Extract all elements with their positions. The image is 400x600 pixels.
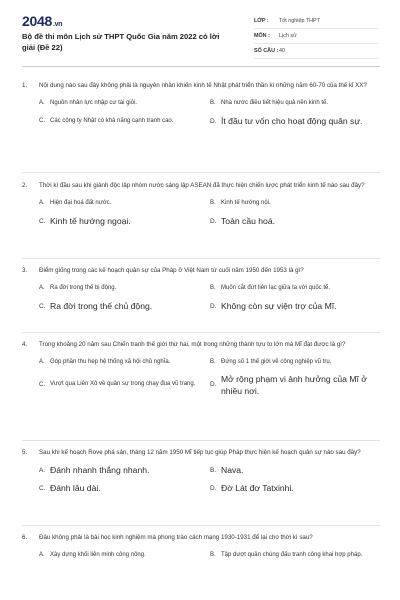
meta-row-count <box>254 44 379 59</box>
option-c[interactable] <box>39 299 210 314</box>
option-text: Xây dựng khối liên minh công nông. <box>50 551 146 558</box>
question-text: Điểm giống trong các kế hoạch quân sự của Pháp ở Việt Nam từ cuối năm 1950 đến 1953 là gì? <box>39 267 304 274</box>
question-4 <box>22 339 380 397</box>
option-text: Kinh tế hướng nội. <box>221 199 271 206</box>
meta-label: SỐ CÂU : <box>254 48 279 54</box>
option-d[interactable] <box>210 481 379 496</box>
option-letter: B. <box>210 100 216 107</box>
question-divider <box>22 172 380 173</box>
option-letter: B. <box>210 466 217 474</box>
option-b[interactable] <box>210 196 379 211</box>
question-6 <box>22 532 380 563</box>
option-text: Không còn sự viện trợ của Mĩ. <box>221 301 337 312</box>
question-text: Nội dung nào sau đây không phải là nguyên nhân khiến kinh tế Nhật phát triển thần kì những năm 60-70 của thế kỉ XX? <box>39 82 367 89</box>
logo-text: 2048 <box>22 13 52 29</box>
meta-value: Tốt nghiệp THPT <box>279 18 320 24</box>
option-text: Đánh lâu dài. <box>50 483 101 494</box>
question-number: 2. <box>22 182 28 189</box>
question-divider <box>22 440 380 441</box>
option-text: Nguồn nhân lực nhập cư tài giỏi. <box>50 99 138 106</box>
option-a[interactable] <box>39 548 210 563</box>
meta-row-subject <box>254 29 379 44</box>
option-b[interactable] <box>210 281 379 296</box>
option-text: Đứng số 1 thế giới về công nghiệp vũ trụ. <box>221 358 332 365</box>
meta-label: LỚP : <box>254 18 269 24</box>
option-text: Muốn cắt đứt liên lạc giữa ta với quốc tế. <box>221 284 331 291</box>
option-text: Góp phần thu hẹp hệ thống xã hội chủ nghĩa. <box>50 358 171 365</box>
question-number: 4. <box>22 341 28 348</box>
option-a[interactable] <box>39 196 210 211</box>
meta-value: Lịch sử <box>279 33 297 39</box>
option-text: Đánh nhanh thắng nhanh. <box>50 465 150 476</box>
option-text: Kinh tế hướng ngoại. <box>50 216 131 227</box>
option-c[interactable] <box>39 114 210 129</box>
option-letter: A. <box>39 359 45 366</box>
option-text: Ra đời trong thế chủ động. <box>50 301 153 312</box>
option-b[interactable] <box>210 96 379 111</box>
option-d[interactable] <box>210 214 379 229</box>
question-divider <box>22 258 380 259</box>
question-1 <box>22 80 380 129</box>
option-text: Vượt qua Liên Xô về quân sự trong chạy đua vũ trang. <box>50 381 196 388</box>
exam-title: Bộ đề thi môn Lịch sử THPT Quốc Gia năm 2022 có lời giải (Đề 22) <box>22 32 220 52</box>
option-letter: D. <box>210 484 217 492</box>
option-c[interactable] <box>39 373 210 397</box>
option-letter: A. <box>39 200 45 207</box>
header-divider <box>22 66 380 67</box>
option-a[interactable] <box>39 463 210 478</box>
option-letter: C. <box>39 302 46 310</box>
option-c[interactable] <box>39 481 210 496</box>
question-text: Thời kì đầu sau khi giành độc lập nhóm nước sáng lập ASEAN đã thực hiện chiến lược phát triển kinh tế nào sau đây? <box>39 182 365 189</box>
question-2 <box>22 180 380 229</box>
question-number: 6. <box>22 534 28 541</box>
option-letter: A. <box>39 285 45 292</box>
option-letter: D. <box>210 381 217 389</box>
option-b[interactable] <box>210 463 379 478</box>
option-d[interactable] <box>210 299 379 314</box>
question-5 <box>22 447 380 496</box>
option-text: Các công ty Nhật có khả năng cạnh tranh cao. <box>50 117 174 124</box>
option-text: Nava. <box>221 465 244 476</box>
option-text: Mở rộng phạm vi ảnh hưởng của Mĩ ở nhiều nơi. <box>221 373 367 396</box>
option-d[interactable] <box>210 373 379 397</box>
option-letter: C. <box>39 484 46 492</box>
option-letter: B. <box>210 359 216 366</box>
meta-row-class <box>254 14 379 29</box>
option-text: Toàn cầu hoá. <box>221 216 275 227</box>
question-text: Trong khoảng 20 năm sau Chiến tranh thế giới thứ hai, một trong những thành tựu to lớn mà Mĩ đạt được là gì? <box>39 341 346 348</box>
option-letter: C. <box>39 217 46 225</box>
question-3 <box>22 265 380 314</box>
option-text: Đờ Lát đơ Tatxinhi. <box>221 483 294 494</box>
option-letter: D. <box>210 302 217 310</box>
question-divider <box>22 332 380 333</box>
option-text: Hiện đại hoá đất nước. <box>50 199 112 206</box>
option-text: Tập dượt quần chúng đấu tranh công khai hợp pháp. <box>221 551 363 558</box>
option-a[interactable] <box>39 355 210 370</box>
question-divider <box>22 525 380 526</box>
option-a[interactable] <box>39 96 210 111</box>
option-text: Ra đời trong thế bị động. <box>50 284 117 291</box>
option-letter: C. <box>39 381 45 388</box>
site-logo[interactable] <box>22 13 62 29</box>
option-c[interactable] <box>39 214 210 229</box>
option-letter: C. <box>39 118 45 125</box>
option-letter: A. <box>39 552 45 559</box>
option-b[interactable] <box>210 548 379 563</box>
option-letter: D. <box>210 217 217 225</box>
option-letter: B. <box>210 552 216 559</box>
option-letter: B. <box>210 200 216 207</box>
question-text: Sau khi kế hoạch Rove phá sản, tháng 12 năm 1950 Mĩ tiếp tục giúp Pháp thực hiện kế hoạch quân sự nào sau đây? <box>39 449 361 456</box>
option-a[interactable] <box>39 281 210 296</box>
option-letter: A. <box>39 466 46 474</box>
logo-suffix: .vn <box>52 21 63 28</box>
question-text: Đâu không phải là bài học kinh nghiệm mà phong trào cách mạng 1930-1931 để lại cho thời kì sau? <box>39 534 313 541</box>
question-number: 3. <box>22 267 28 274</box>
option-text: Ít đầu tư vốn cho hoạt động quân sự. <box>221 116 363 127</box>
meta-label: MÔN : <box>254 33 270 39</box>
exam-meta <box>254 14 379 59</box>
option-text: Nhà nước điều tiết hiệu quả nền kinh tế. <box>221 99 329 106</box>
option-b[interactable] <box>210 355 379 370</box>
question-number: 1. <box>22 82 28 89</box>
option-letter: A. <box>39 100 45 107</box>
question-number: 5. <box>22 449 28 456</box>
option-letter: D. <box>210 117 217 125</box>
option-letter: B. <box>210 285 216 292</box>
option-d[interactable] <box>210 114 379 129</box>
meta-value: 40 <box>279 48 285 54</box>
